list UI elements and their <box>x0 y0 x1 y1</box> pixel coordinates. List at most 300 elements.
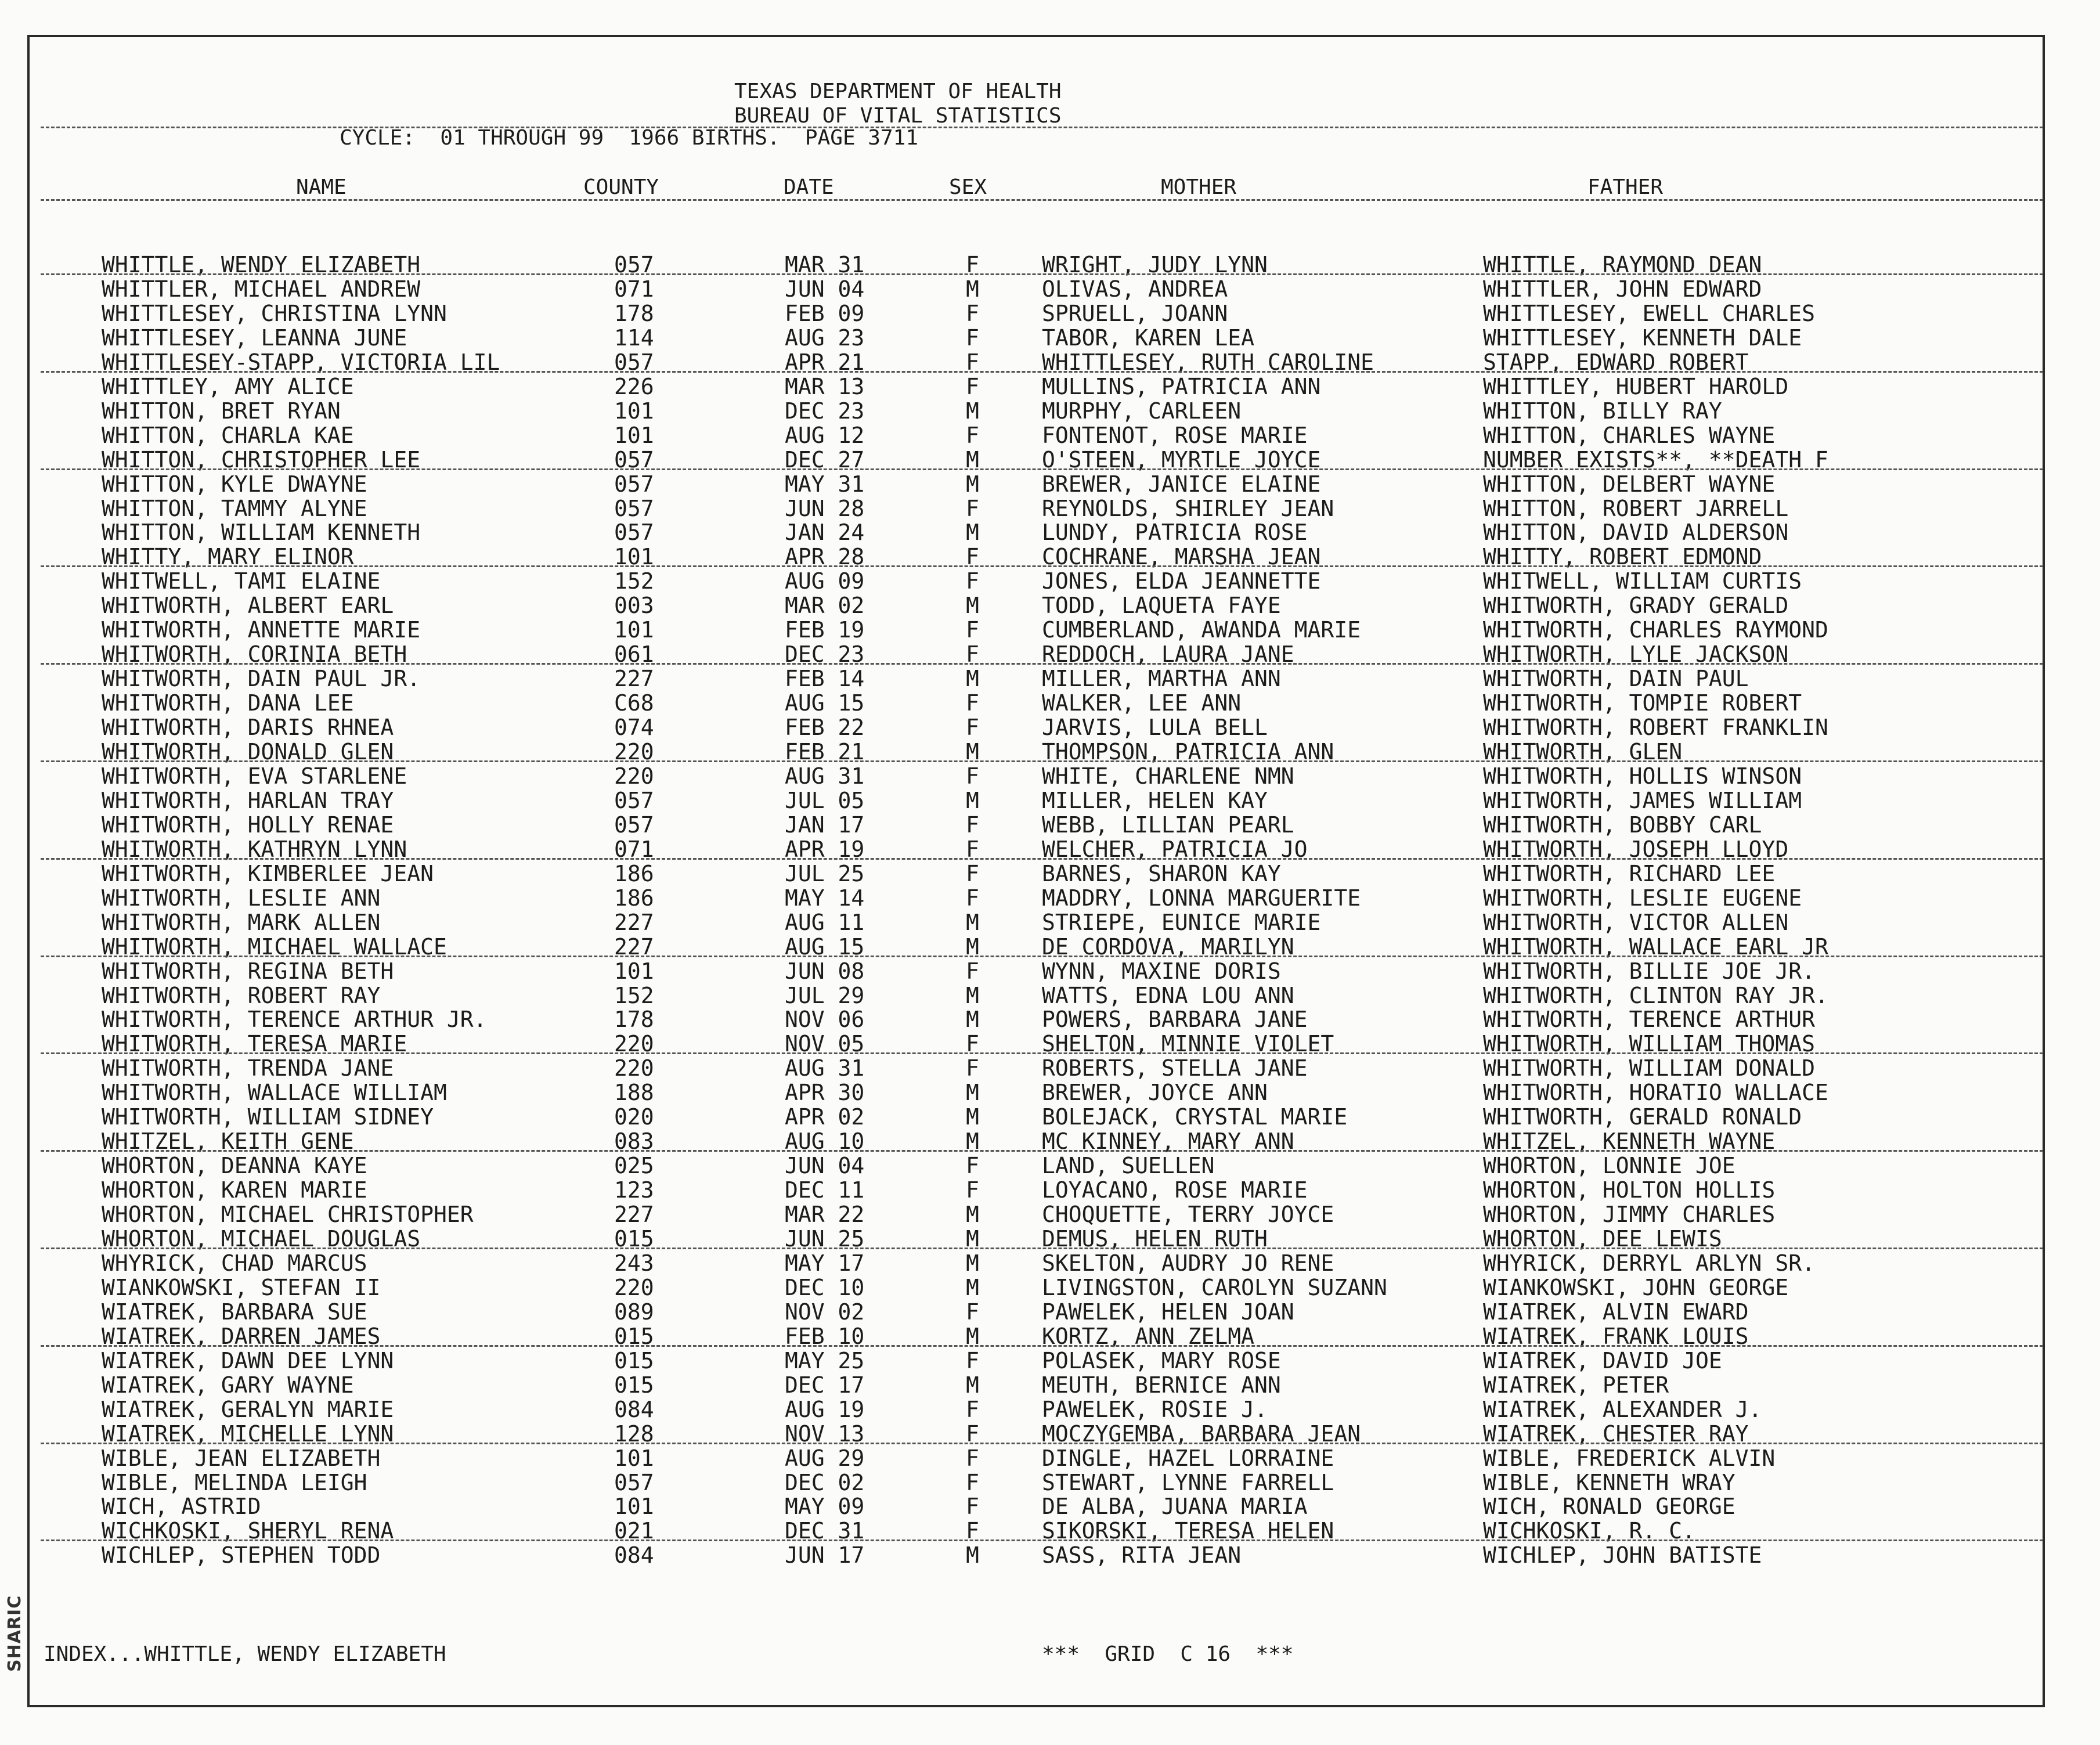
table-row <box>0 642 2100 666</box>
cell-sex: F <box>966 836 979 862</box>
cell-sex: M <box>966 787 979 813</box>
cell-mother: REDDOCH, LAURA JANE <box>1042 641 1294 668</box>
cell-father: WIANKOWSKI, JOHN GEORGE <box>1483 1274 1789 1300</box>
table-row <box>0 1251 2100 1275</box>
cell-father: WHITWORTH, TOMPIE ROBERT <box>1483 690 1802 716</box>
cell-date: DEC 02 <box>785 1469 865 1495</box>
table-row <box>0 253 2100 277</box>
cell-sex: F <box>966 1347 979 1373</box>
cell-mother: MOCZYGEMBA, BARBARA JEAN <box>1042 1420 1361 1447</box>
cell-father: NUMBER EXISTS**, **DEATH F <box>1483 446 1828 473</box>
cell-name: WHITTLER, MICHAEL ANDREW <box>102 276 421 302</box>
cell-county: 057 <box>614 520 654 546</box>
cell-county: 101 <box>614 544 654 570</box>
cell-sex: M <box>966 1202 979 1228</box>
table-row <box>0 1543 2100 1567</box>
cell-date: FEB 14 <box>785 666 865 692</box>
cell-county: 152 <box>614 982 654 1008</box>
cell-county: 074 <box>614 715 654 741</box>
cell-date: APR 02 <box>785 1104 865 1130</box>
cell-date: MAR 02 <box>785 593 865 619</box>
cell-father: WHITWORTH, JAMES WILLIAM <box>1483 787 1802 813</box>
cell-county: 101 <box>614 1445 654 1471</box>
index-footer: INDEX...WHITTLE, WENDY ELIZABETH <box>44 1642 446 1666</box>
cell-date: MAY 09 <box>785 1494 865 1520</box>
cell-name: WHYRICK, CHAD MARCUS <box>102 1250 367 1276</box>
cell-county: 123 <box>614 1177 654 1203</box>
cell-name: WHITWORTH, DONALD GLEN <box>102 739 394 765</box>
cell-name: WHITWORTH, DANA LEE <box>102 690 354 716</box>
cell-mother: WATTS, EDNA LOU ANN <box>1042 982 1294 1008</box>
cell-father: WHITWORTH, JOSEPH LLOYD <box>1483 836 1789 862</box>
cell-date: JUL 25 <box>785 860 865 886</box>
cell-name: WICHLEP, STEPHEN TODD <box>102 1542 381 1569</box>
cell-mother: JONES, ELDA JEANNETTE <box>1042 568 1321 594</box>
cell-county: 057 <box>614 812 654 838</box>
cell-county: 188 <box>614 1080 654 1106</box>
cell-father: WIATREK, PETER <box>1483 1372 1669 1398</box>
cell-sex: M <box>966 1007 979 1033</box>
cell-sex: M <box>966 982 979 1008</box>
cell-father: WICHKOSKI, R. C. <box>1483 1518 1696 1544</box>
cell-father: WHITWORTH, DAIN PAUL <box>1483 666 1749 692</box>
cell-sex: F <box>966 763 979 789</box>
cell-father: WHITWORTH, GERALD RONALD <box>1483 1104 1802 1130</box>
table-row <box>0 691 2100 715</box>
cell-name: WHITTON, BRET RYAN <box>102 398 341 424</box>
cell-sex: M <box>966 1080 979 1106</box>
cell-father: WHITTON, ROBERT JARRELL <box>1483 495 1789 521</box>
cell-mother: SASS, RITA JEAN <box>1042 1542 1242 1569</box>
table-row <box>0 326 2100 350</box>
table-row <box>0 545 2100 569</box>
cell-father: WHITWORTH, ROBERT FRANKLIN <box>1483 715 1828 741</box>
cell-county: 227 <box>614 933 654 960</box>
cell-name: WICH, ASTRID <box>102 1494 261 1520</box>
cell-sex: F <box>966 1177 979 1203</box>
cell-name: WHORTON, MICHAEL CHRISTOPHER <box>102 1202 474 1228</box>
cell-sex: F <box>966 1396 979 1422</box>
cell-county: 084 <box>614 1542 654 1569</box>
cell-sex: F <box>966 1031 979 1057</box>
cell-mother: DE ALBA, JUANA MARIA <box>1042 1494 1308 1520</box>
cell-mother: PAWELEK, ROSIE J. <box>1042 1396 1268 1422</box>
cell-father: WICH, RONALD GEORGE <box>1483 1494 1735 1520</box>
cell-mother: WYNN, MAXINE DORIS <box>1042 958 1281 984</box>
cell-county: 152 <box>614 568 654 594</box>
cell-sex: F <box>966 1299 979 1325</box>
cell-name: WHITWORTH, REGINA BETH <box>102 958 394 984</box>
cell-mother: POWERS, BARBARA JANE <box>1042 1007 1308 1033</box>
table-row <box>0 788 2100 813</box>
cell-date: APR 28 <box>785 544 865 570</box>
cell-name: WIATREK, GERALYN MARIE <box>102 1396 394 1422</box>
table-row <box>0 1129 2100 1153</box>
cell-date: MAR 13 <box>785 373 865 399</box>
cell-mother: OLIVAS, ANDREA <box>1042 276 1228 302</box>
cell-sex: F <box>966 495 979 521</box>
cell-name: WHITTON, CHRISTOPHER LEE <box>102 446 421 473</box>
cell-county: 186 <box>614 885 654 911</box>
cell-mother: WALKER, LEE ANN <box>1042 690 1242 716</box>
table-row <box>0 813 2100 837</box>
cell-father: WIBLE, KENNETH WRAY <box>1483 1469 1735 1495</box>
cell-father: WHITWORTH, HORATIO WALLACE <box>1483 1080 1828 1106</box>
cell-father: WHITTON, CHARLES WAYNE <box>1483 422 1776 448</box>
cell-name: WIATREK, DARREN JAMES <box>102 1323 381 1349</box>
cell-mother: BARNES, SHARON KAY <box>1042 860 1281 886</box>
cell-county: 227 <box>614 1202 654 1228</box>
cell-mother: REYNOLDS, SHIRLEY JEAN <box>1042 495 1334 521</box>
cell-father: STAPP, EDWARD ROBERT <box>1483 349 1749 375</box>
table-row <box>0 1397 2100 1422</box>
cell-name: WHITTON, CHARLA KAE <box>102 422 354 448</box>
cell-sex: M <box>966 666 979 692</box>
cell-county: 128 <box>614 1420 654 1447</box>
cell-county: 186 <box>614 860 654 886</box>
cell-mother: MADDRY, LONNA MARGUERITE <box>1042 885 1361 911</box>
table-row <box>0 910 2100 935</box>
cell-sex: F <box>966 1469 979 1495</box>
cell-date: FEB 09 <box>785 300 865 326</box>
cell-date: JAN 17 <box>785 812 865 838</box>
cell-sex: M <box>966 909 979 935</box>
cell-date: JUN 08 <box>785 958 865 984</box>
cell-mother: SKELTON, AUDRY JO RENE <box>1042 1250 1334 1276</box>
cell-name: WHORTON, DEANNA KAYE <box>102 1153 367 1179</box>
cell-date: JUN 28 <box>785 495 865 521</box>
cell-father: WHORTON, DEE LEWIS <box>1483 1226 1722 1252</box>
cell-date: AUG 19 <box>785 1396 865 1422</box>
cell-mother: CHOQUETTE, TERRY JOYCE <box>1042 1202 1334 1228</box>
cell-date: DEC 23 <box>785 398 865 424</box>
cell-date: FEB 10 <box>785 1323 865 1349</box>
cell-father: WIATREK, ALVIN EWARD <box>1483 1299 1749 1325</box>
cell-sex: F <box>966 373 979 399</box>
cell-county: 220 <box>614 1274 654 1300</box>
cell-mother: LIVINGSTON, CAROLYN SUZANN <box>1042 1274 1387 1300</box>
cell-date: DEC 31 <box>785 1518 865 1544</box>
cell-date: APR 19 <box>785 836 865 862</box>
cell-sex: F <box>966 325 979 351</box>
cell-mother: COCHRANE, MARSHA JEAN <box>1042 544 1321 570</box>
cell-county: 101 <box>614 958 654 984</box>
table-row <box>0 1373 2100 1397</box>
cell-father: WHITWORTH, GLEN <box>1483 739 1683 765</box>
cell-date: MAR 22 <box>785 1202 865 1228</box>
cell-date: AUG 29 <box>785 1445 865 1471</box>
cell-name: WHITTLESEY, CHRISTINA LYNN <box>102 300 447 326</box>
table-row <box>0 764 2100 788</box>
cell-date: AUG 31 <box>785 1055 865 1081</box>
table-row <box>0 1007 2100 1032</box>
cell-father: WHITWORTH, LESLIE EUGENE <box>1483 885 1802 911</box>
cell-father: WHITWORTH, HOLLIS WINSON <box>1483 763 1802 789</box>
cell-name: WHITTON, KYLE DWAYNE <box>102 471 367 497</box>
cell-date: AUG 10 <box>785 1129 865 1155</box>
cell-sex: F <box>966 617 979 643</box>
cell-father: WHITWORTH, CLINTON RAY JR. <box>1483 982 1828 1008</box>
cell-name: WHITTY, MARY ELINOR <box>102 544 354 570</box>
cell-sex: M <box>966 1226 979 1252</box>
cell-date: NOV 05 <box>785 1031 865 1057</box>
cell-county: 025 <box>614 1153 654 1179</box>
cell-mother: TODD, LAQUETA FAYE <box>1042 593 1281 619</box>
table-row <box>0 1105 2100 1129</box>
cell-county: 178 <box>614 1007 654 1033</box>
cell-county: 101 <box>614 617 654 643</box>
cell-mother: SHELTON, MINNIE VIOLET <box>1042 1031 1334 1057</box>
cell-mother: WRIGHT, JUDY LYNN <box>1042 252 1268 277</box>
cell-sex: M <box>966 933 979 960</box>
cell-date: JUN 17 <box>785 1542 865 1569</box>
cell-father: WHITTLESEY, EWELL CHARLES <box>1483 300 1815 326</box>
cell-mother: KORTZ, ANN ZELMA <box>1042 1323 1255 1349</box>
cell-county: 101 <box>614 1494 654 1520</box>
cell-date: JUN 25 <box>785 1226 865 1252</box>
cell-father: WHITWELL, WILLIAM CURTIS <box>1483 568 1802 594</box>
cell-mother: WELCHER, PATRICIA JO <box>1042 836 1308 862</box>
cell-father: WHITZEL, KENNETH WAYNE <box>1483 1129 1776 1155</box>
table-row <box>0 301 2100 326</box>
cell-father: WHYRICK, DERRYL ARLYN SR. <box>1483 1250 1815 1276</box>
cell-mother: LUNDY, PATRICIA ROSE <box>1042 520 1308 546</box>
table-row <box>0 715 2100 740</box>
column-header-mother: MOTHER <box>1161 175 1237 199</box>
cell-date: APR 21 <box>785 349 865 375</box>
table-row <box>0 472 2100 496</box>
cell-county: 220 <box>614 1055 654 1081</box>
cell-father: WIATREK, FRANK LOUIS <box>1483 1323 1749 1349</box>
table-row <box>0 959 2100 983</box>
cell-father: WHITTLER, JOHN EDWARD <box>1483 276 1762 302</box>
cell-name: WHITTLE, WENDY ELIZABETH <box>102 252 421 277</box>
cell-date: DEC 11 <box>785 1177 865 1203</box>
cell-name: WHITTLESEY-STAPP, VICTORIA LIL <box>102 349 500 375</box>
cell-date: NOV 06 <box>785 1007 865 1033</box>
cell-date: DEC 17 <box>785 1372 865 1398</box>
cell-name: WHITWORTH, KIMBERLEE JEAN <box>102 860 434 886</box>
cell-date: AUG 15 <box>785 933 865 960</box>
cell-father: WHITTLEY, HUBERT HAROLD <box>1483 373 1789 399</box>
cell-county: 101 <box>614 422 654 448</box>
cell-sex: F <box>966 349 979 375</box>
cell-county: 220 <box>614 739 654 765</box>
cell-county: 020 <box>614 1104 654 1130</box>
cell-father: WHITWORTH, RICHARD LEE <box>1483 860 1776 886</box>
cell-name: WHITWORTH, ALBERT EARL <box>102 593 394 619</box>
cell-county: 071 <box>614 276 654 302</box>
cell-mother: TABOR, KAREN LEA <box>1042 325 1255 351</box>
cell-county: 057 <box>614 471 654 497</box>
cell-father: WHITTLE, RAYMOND DEAN <box>1483 252 1762 277</box>
cell-father: WHITTON, DAVID ALDERSON <box>1483 520 1789 546</box>
cell-father: WICHLEP, JOHN BATISTE <box>1483 1542 1762 1569</box>
cell-sex: F <box>966 422 979 448</box>
cell-sex: M <box>966 1104 979 1130</box>
cell-date: NOV 02 <box>785 1299 865 1325</box>
cell-mother: BOLEJACK, CRYSTAL MARIE <box>1042 1104 1348 1130</box>
table-row <box>0 886 2100 910</box>
cell-sex: F <box>966 641 979 668</box>
column-header-county: COUNTY <box>583 175 659 199</box>
cell-mother: SIKORSKI, TERESA HELEN <box>1042 1518 1334 1544</box>
table-row <box>0 448 2100 472</box>
cell-name: WHORTON, MICHAEL DOUGLAS <box>102 1226 421 1252</box>
cell-date: DEC 27 <box>785 446 865 473</box>
cell-sex: F <box>966 1494 979 1520</box>
table-row <box>0 1519 2100 1543</box>
column-header-rule <box>41 199 2043 201</box>
table-row <box>0 423 2100 448</box>
cell-date: JUN 04 <box>785 276 865 302</box>
cell-date: MAY 17 <box>785 1250 865 1276</box>
cell-name: WHITWORTH, DAIN PAUL JR. <box>102 666 421 692</box>
cell-mother: DINGLE, HAZEL LORRAINE <box>1042 1445 1334 1471</box>
cell-date: FEB 21 <box>785 739 865 765</box>
table-row <box>0 1275 2100 1300</box>
cell-mother: FONTENOT, ROSE MARIE <box>1042 422 1308 448</box>
cell-date: AUG 31 <box>785 763 865 789</box>
column-header-sex: SEX <box>949 175 987 199</box>
table-row <box>0 374 2100 399</box>
cell-father: WHITWORTH, LYLE JACKSON <box>1483 641 1789 668</box>
cell-mother: JARVIS, LULA BELL <box>1042 715 1268 741</box>
cell-name: WHITWORTH, TERENCE ARTHUR JR. <box>102 1007 487 1033</box>
cell-date: AUG 23 <box>785 325 865 351</box>
cell-sex: M <box>966 1250 979 1276</box>
cell-mother: POLASEK, MARY ROSE <box>1042 1347 1281 1373</box>
cell-mother: MURPHY, CARLEEN <box>1042 398 1242 424</box>
cell-county: 057 <box>614 252 654 277</box>
cell-name: WIATREK, BARBARA SUE <box>102 1299 367 1325</box>
cell-name: WHORTON, KAREN MARIE <box>102 1177 367 1203</box>
cell-county: 057 <box>614 1469 654 1495</box>
cell-name: WHITTON, TAMMY ALYNE <box>102 495 367 521</box>
table-row <box>0 1080 2100 1105</box>
table-row <box>0 350 2100 374</box>
cell-father: WHITWORTH, WALLACE EARL JR <box>1483 933 1828 960</box>
cell-county: 227 <box>614 666 654 692</box>
cell-county: 220 <box>614 1031 654 1057</box>
cell-sex: M <box>966 446 979 473</box>
cell-date: FEB 22 <box>785 715 865 741</box>
cell-sex: M <box>966 276 979 302</box>
cell-mother: MEUTH, BERNICE ANN <box>1042 1372 1281 1398</box>
cell-name: WHITWORTH, LESLIE ANN <box>102 885 381 911</box>
cell-name: WHITZEL, KEITH GENE <box>102 1129 354 1155</box>
cell-name: WHITWORTH, MARK ALLEN <box>102 909 381 935</box>
cell-mother: WEBB, LILLIAN PEARL <box>1042 812 1294 838</box>
cell-county: 057 <box>614 446 654 473</box>
cell-father: WHITWORTH, GRADY GERALD <box>1483 593 1789 619</box>
cell-county: 003 <box>614 593 654 619</box>
cell-name: WHITWELL, TAMI ELAINE <box>102 568 381 594</box>
cell-mother: MC KINNEY, MARY ANN <box>1042 1129 1294 1155</box>
cell-sex: F <box>966 958 979 984</box>
cell-sex: M <box>966 1274 979 1300</box>
table-row <box>0 1300 2100 1324</box>
cell-mother: SPRUELL, JOANN <box>1042 300 1228 326</box>
cell-name: WHITWORTH, EVA STARLENE <box>102 763 407 789</box>
cell-mother: PAWELEK, HELEN JOAN <box>1042 1299 1294 1325</box>
cell-county: 061 <box>614 641 654 668</box>
cell-name: WHITWORTH, HOLLY RENAE <box>102 812 394 838</box>
table-row <box>0 983 2100 1008</box>
table-row <box>0 496 2100 521</box>
cell-name: WIATREK, DAWN DEE LYNN <box>102 1347 394 1373</box>
column-header-name: NAME <box>296 175 347 199</box>
cell-name: WHITTON, WILLIAM KENNETH <box>102 520 421 546</box>
cell-father: WHORTON, HOLTON HOLLIS <box>1483 1177 1776 1203</box>
cell-name: WICHKOSKI, SHERYL RENA <box>102 1518 394 1544</box>
cell-county: 178 <box>614 300 654 326</box>
cell-date: APR 30 <box>785 1080 865 1106</box>
cell-father: WHITWORTH, VICTOR ALLEN <box>1483 909 1789 935</box>
cell-county: 114 <box>614 325 654 351</box>
table-row <box>0 399 2100 423</box>
cell-county: 226 <box>614 373 654 399</box>
cell-father: WHITWORTH, TERENCE ARTHUR <box>1483 1007 1815 1033</box>
cell-sex: F <box>966 568 979 594</box>
cell-county: 015 <box>614 1323 654 1349</box>
cell-date: JAN 24 <box>785 520 865 546</box>
cell-mother: O'STEEN, MYRTLE JOYCE <box>1042 446 1321 473</box>
table-row <box>0 593 2100 618</box>
cell-name: WHITWORTH, MICHAEL WALLACE <box>102 933 447 960</box>
cell-county: 243 <box>614 1250 654 1276</box>
cell-sex: F <box>966 1055 979 1081</box>
cell-name: WHITWORTH, WILLIAM SIDNEY <box>102 1104 434 1130</box>
cell-father: WIATREK, DAVID JOE <box>1483 1347 1722 1373</box>
cell-mother: LOYACANO, ROSE MARIE <box>1042 1177 1308 1203</box>
cell-name: WHITWORTH, TERESA MARIE <box>102 1031 407 1057</box>
cell-date: JUL 29 <box>785 982 865 1008</box>
cell-sex: F <box>966 1420 979 1447</box>
cell-name: WIBLE, JEAN ELIZABETH <box>102 1445 381 1471</box>
cell-county: 057 <box>614 787 654 813</box>
cell-name: WIATREK, GARY WAYNE <box>102 1372 354 1398</box>
cell-sex: M <box>966 1372 979 1398</box>
cell-sex: F <box>966 885 979 911</box>
cell-sex: F <box>966 544 979 570</box>
table-row <box>0 935 2100 959</box>
cell-date: DEC 10 <box>785 1274 865 1300</box>
cell-father: WHITWORTH, CHARLES RAYMOND <box>1483 617 1828 643</box>
cell-father: WIBLE, FREDERICK ALVIN <box>1483 1445 1776 1471</box>
column-header-father: FATHER <box>1587 175 1664 199</box>
cell-father: WHITTY, ROBERT EDMOND <box>1483 544 1762 570</box>
cell-mother: DE CORDOVA, MARILYN <box>1042 933 1294 960</box>
cell-name: WIANKOWSKI, STEFAN II <box>102 1274 381 1300</box>
cell-father: WIATREK, CHESTER RAY <box>1483 1420 1749 1447</box>
bureau-title: BUREAU OF VITAL STATISTICS <box>734 104 1062 128</box>
cycle-line: CYCLE: 01 THROUGH 99 1966 BIRTHS. PAGE 3711 <box>340 126 918 150</box>
cell-county: C68 <box>614 690 654 716</box>
cell-name: WHITWORTH, CORINIA BETH <box>102 641 407 668</box>
table-row <box>0 1324 2100 1349</box>
side-mark: SHARIC <box>5 1595 25 1672</box>
cell-county: 015 <box>614 1372 654 1398</box>
cell-mother: STEWART, LYNNE FARRELL <box>1042 1469 1334 1495</box>
cell-county: 089 <box>614 1299 654 1325</box>
cell-name: WIATREK, MICHELLE LYNN <box>102 1420 394 1447</box>
cell-sex: F <box>966 715 979 741</box>
cell-date: NOV 13 <box>785 1420 865 1447</box>
cell-sex: F <box>966 1153 979 1179</box>
cell-name: WHITWORTH, TRENDA JANE <box>102 1055 394 1081</box>
table-row <box>0 1349 2100 1373</box>
